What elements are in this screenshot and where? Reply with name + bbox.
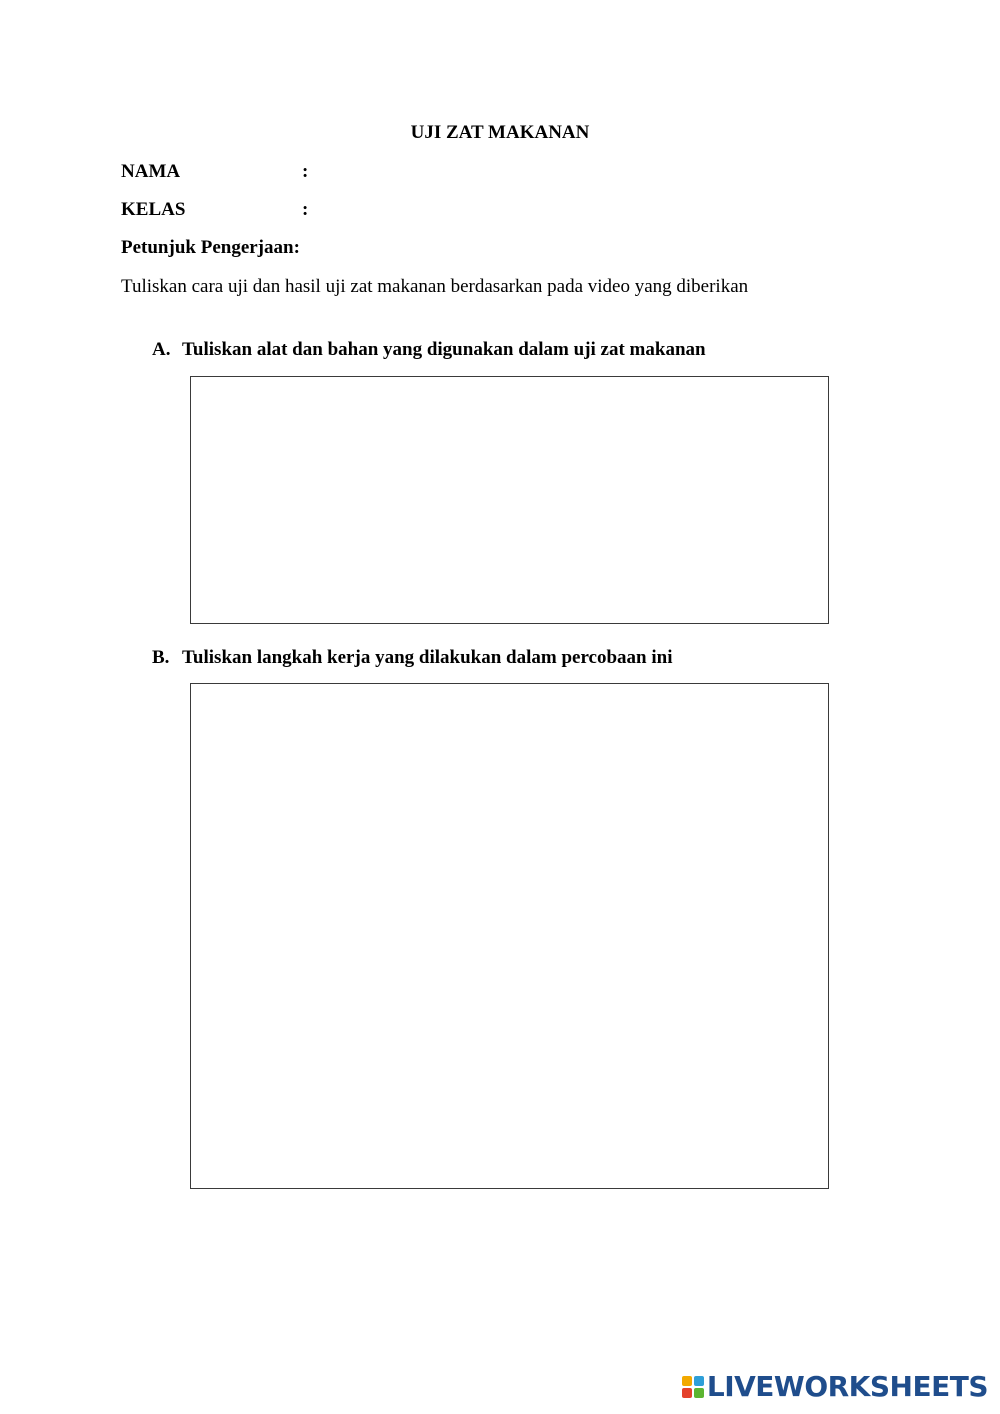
name-field bbox=[121, 161, 521, 183]
name-field-colon: : bbox=[302, 161, 309, 182]
name-field-label: NAMA bbox=[121, 161, 181, 182]
answer-box-a[interactable] bbox=[190, 376, 829, 624]
class-field-label: KELAS bbox=[121, 199, 186, 220]
question-b bbox=[152, 647, 672, 669]
answer-box-b[interactable] bbox=[190, 683, 829, 1189]
brand-name: LIVEWORKSHEETS bbox=[706, 1370, 988, 1403]
logo-square-1 bbox=[682, 1376, 692, 1386]
instructions-text: Tuliskan cara uji dan hasil uji zat makanan berdasarkan pada video yang diberikan bbox=[121, 276, 749, 297]
question-a bbox=[152, 339, 706, 361]
logo-square-3 bbox=[682, 1388, 692, 1398]
question-b-letter: B. bbox=[152, 647, 170, 668]
page-title: UJI ZAT MAKANAN bbox=[410, 122, 590, 143]
class-field bbox=[121, 199, 521, 221]
class-field-colon: : bbox=[302, 199, 309, 220]
liveworksheets-brand bbox=[682, 1370, 988, 1404]
question-a-text: Tuliskan alat dan bahan yang digunakan dalam uji zat makanan bbox=[182, 339, 706, 360]
liveworksheets-logo-icon bbox=[682, 1376, 704, 1398]
logo-square-2 bbox=[694, 1376, 704, 1386]
instructions-heading: Petunjuk Pengerjaan: bbox=[121, 237, 300, 258]
question-b-text: Tuliskan langkah kerja yang dilakukan dalam percobaan ini bbox=[182, 647, 673, 668]
logo-square-4 bbox=[694, 1388, 704, 1398]
question-a-letter: A. bbox=[152, 339, 171, 360]
